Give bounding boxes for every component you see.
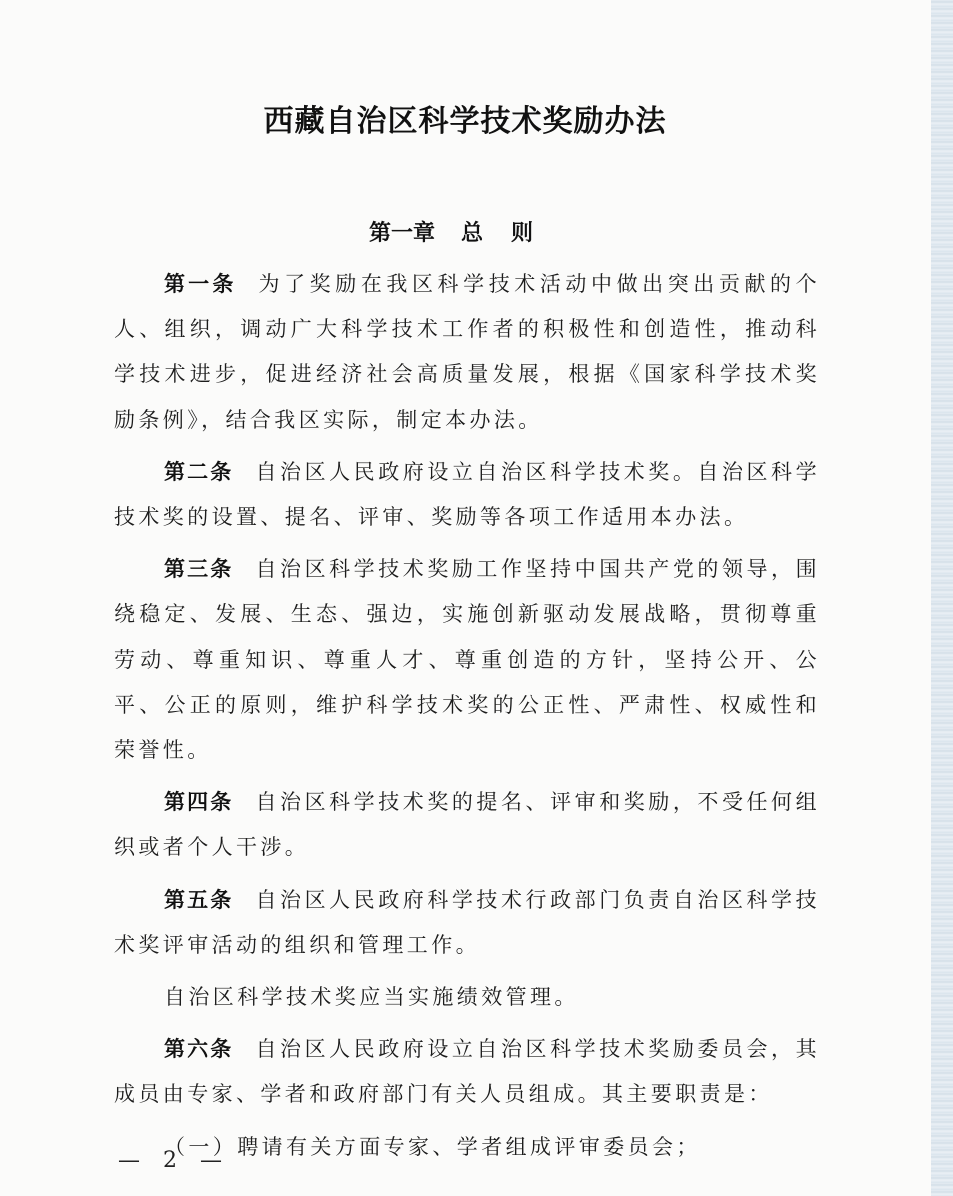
article-text: 自治区科学技术奖励工作坚持中国共产党的领导，围绕稳定、发展、生态、强边，实施创新驱动发展战略，贯彻尊重劳动、尊重知识、尊重人才、尊重创造的方针，坚持公开、公平、公正的原则，维护科学技术奖的公正性、严肃性、权威性和荣誉性。: [114, 557, 821, 763]
article-5-clause: [114, 975, 820, 1020]
article-3: [114, 547, 820, 773]
document-body: [114, 262, 820, 1177]
page-number: — 2 —: [118, 1148, 230, 1173]
article-text: 自治区人民政府设立自治区科学技术奖。自治区科学技术奖的设置、提名、评审、奖励等各项工作适用本办法。: [114, 459, 821, 530]
article-4: [114, 780, 820, 870]
article-2: [114, 450, 820, 540]
article-label: 第五条: [164, 887, 234, 912]
article-6: [114, 1027, 820, 1117]
article-label: 第六条: [164, 1037, 234, 1062]
article-text: 自治区科学技术奖应当实施绩效管理。: [164, 985, 579, 1010]
document-title: 西藏自治区科学技术奖励办法: [263, 104, 667, 139]
article-1: [114, 262, 820, 443]
chapter-number: 第一章: [368, 221, 435, 246]
article-label: 第一条: [164, 272, 237, 296]
article-text: 为了奖励在我区科学技术活动中做出突出贡献的个人、组织，调动广大科学技术工作者的积极性和创造性，推动科学技术进步，促进经济社会高质量发展，根据《国家科学技术奖励条例》，结合我区实际，制定本办法。: [114, 272, 820, 432]
article-label: 第二条: [164, 459, 234, 484]
chapter-title: 总则: [461, 221, 562, 246]
article-text: （一）聘请有关方面专家、学者组成评审委员会；: [164, 1134, 701, 1159]
chapter-heading: [0, 216, 930, 247]
article-text: 自治区科学技术奖的提名、评审和奖励，不受任何组织或者个人干涉。: [114, 790, 821, 860]
binding-edge: [931, 0, 953, 1196]
article-label: 第三条: [164, 557, 234, 582]
article-5: [114, 878, 820, 968]
article-text: 自治区人民政府设立自治区科学技术奖励委员会，其成员由专家、学者和政府部门有关人员组成。其主要职责是：: [114, 1037, 821, 1107]
article-text: 自治区人民政府科学技术行政部门负责自治区科学技术奖评审活动的组织和管理工作。: [114, 887, 821, 957]
article-label: 第四条: [164, 790, 234, 815]
